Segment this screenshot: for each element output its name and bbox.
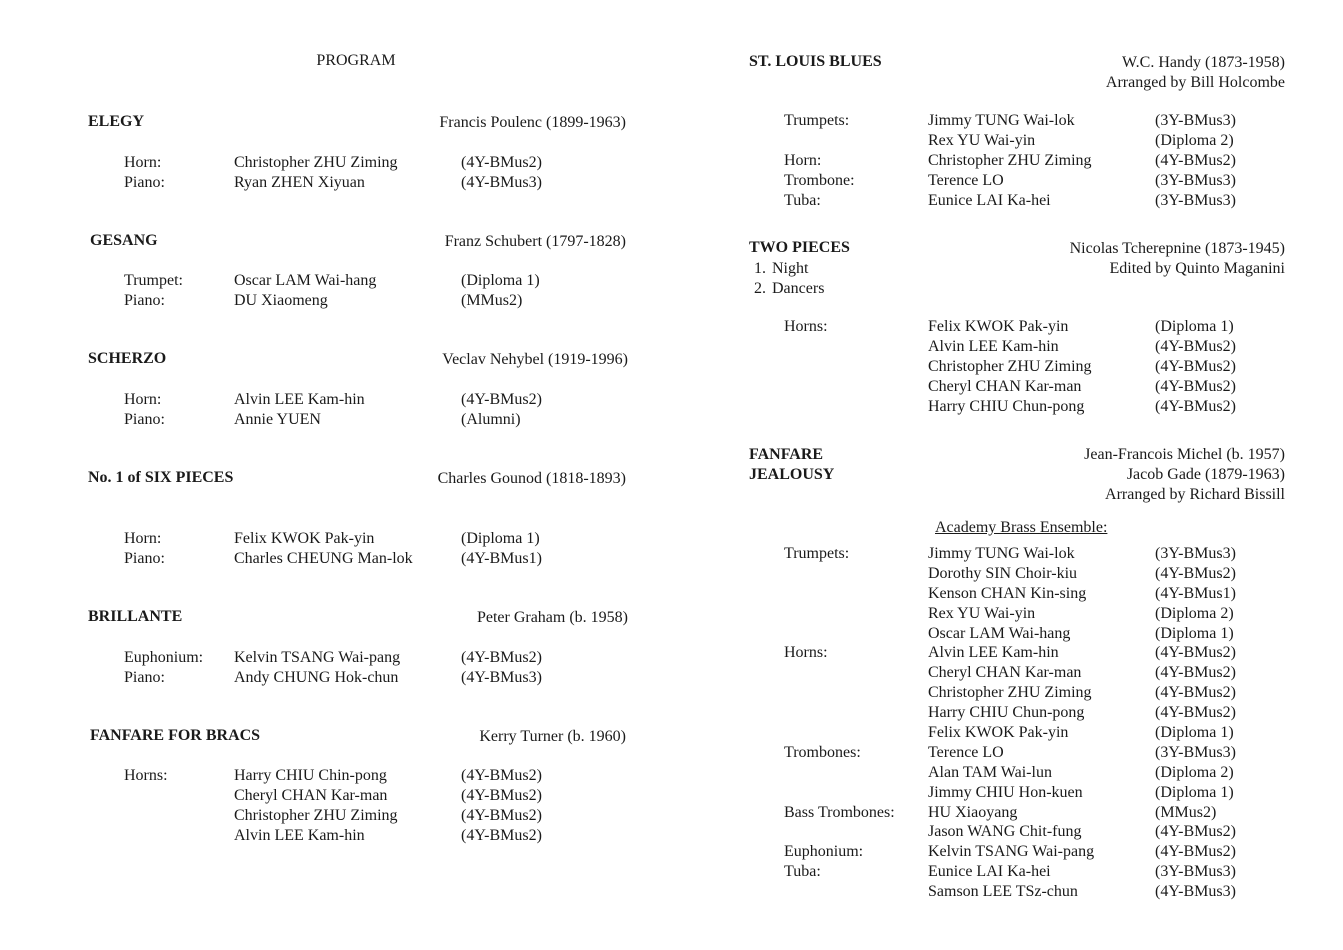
performer-year: (4Y-BMus3) [1155,883,1236,901]
performer-name: Jimmy TUNG Wai-lok [928,545,1075,562]
performer-name: Rex YU Wai-yin [928,604,1036,622]
instrument-label: Euphonium: [124,649,204,666]
performer-name: Eunice LAI Ka-hei [928,863,1051,881]
performer-name: Felix KWOK Pak-yin [234,530,375,547]
performer-year: (Diploma 1) [461,272,540,289]
instrument-label: Piano: [124,174,165,191]
performer-name: Andy CHUNG Hok-chun [234,669,399,686]
performer-name: Ryan ZHEN Xiyuan [234,174,365,191]
performer-year: (Alumni) [461,411,521,428]
performer-name: Terence LO [928,743,1004,761]
performer-year: (4Y-BMus2) [461,767,542,784]
performer-name: Christopher ZHU Ziming [928,358,1092,375]
performer-year: (4Y-BMus2) [461,649,542,666]
piece-titles-fanfare-jealousy [749,445,834,485]
movement-number: 1. [754,260,766,277]
piece-title-six-pieces: No. 1 of SIX PIECES [88,469,234,486]
composer-fanfare-for-bracs [479,727,626,747]
performer-name: Felix KWOK Pak-yin [928,318,1069,335]
page-title: PROGRAM [316,52,396,69]
piece-title-fanfare: FANFARE [749,446,824,463]
performer-year: (MMus2) [1155,803,1217,821]
composer-st-louis-blues [1106,53,1285,93]
performer-year: (4Y-BMus2) [1155,843,1236,861]
instrument-label: Horns: [124,767,168,784]
composer-line: Francis Poulenc (1899-1963) [439,114,626,131]
performer-name: Jason WANG Chit-fung [928,823,1082,841]
instrument-label: Horn: [124,391,162,408]
movement-number: 2. [754,280,766,297]
performer-name: Oscar LAM Wai-hang [928,624,1071,642]
instrument-label: Piano: [124,411,165,428]
performer-year: (Diploma 1) [1155,318,1234,335]
arranger-line: Arranged by Bill Holcombe [1105,74,1285,91]
performer-year: (4Y-BMus1) [461,550,542,567]
performer-year: (4Y-BMus2) [1155,564,1236,582]
performer-name: Rex YU Wai-yin [928,132,1036,149]
movement-list [740,259,824,299]
performer-name: Alvin LEE Kam-hin [234,827,365,844]
performer-year: (3Y-BMus3) [1155,192,1236,209]
performer-name: Kenson CHAN Kin-sing [928,584,1087,602]
performer-name: Harry CHIU Chun-pong [928,398,1085,415]
movement-name: Night [772,260,809,277]
performer-year: (4Y-BMus2) [1155,378,1236,395]
composer-two-pieces [1070,239,1285,279]
instrument-label: Horns: [784,318,828,335]
composer-line: W.C. Handy (1873-1958) [1122,54,1285,71]
instrument-label: Trombone: [784,172,855,189]
movement-item [740,259,824,279]
composer-line: Peter Graham (b. 1958) [476,609,628,626]
performer-name: Harry CHIU Chin-pong [234,767,387,784]
instrument-label: Bass Trombones: [784,803,895,821]
composer-line: Charles Gounod (1818-1893) [437,470,626,487]
performer-year: (4Y-BMus2) [1155,664,1236,682]
performer-year: (Diploma 2) [1155,604,1234,622]
editor-line: Edited by Quinto Maganini [1109,260,1285,277]
performer-year: (Diploma 1) [461,530,540,547]
composer-line: Jacob Gade (1879-1963) [1126,466,1285,483]
performer-name: Eunice LAI Ka-hei [928,192,1051,209]
performer-year: (4Y-BMus2) [461,807,542,824]
performer-name: Cheryl CHAN Kar-man [234,787,388,804]
performer-year: (Diploma 2) [1155,763,1234,781]
performer-year: (4Y-BMus2) [461,391,542,408]
performer-name: Cheryl CHAN Kar-man [928,664,1082,682]
piece-title-gesang: GESANG [90,232,158,249]
performer-name: Christopher ZHU Ziming [234,154,398,171]
composer-line: Kerry Turner (b. 1960) [479,728,626,745]
instrument-label: Trombones: [784,743,861,761]
instrument-label: Euphonium: [784,843,864,861]
performer-year: (3Y-BMus3) [1155,743,1236,761]
performer-year: (4Y-BMus3) [461,669,542,686]
performer-year: (4Y-BMus2) [1155,704,1236,722]
performer-year: (4Y-BMus2) [1155,338,1236,355]
performer-name: Kelvin TSANG Wai-pang [928,843,1095,861]
performer-year: (4Y-BMus2) [1155,684,1236,702]
performer-name: Jimmy TUNG Wai-lok [928,112,1075,129]
performer-name: HU Xiaoyang [928,803,1018,821]
performer-year: (4Y-BMus2) [461,787,542,804]
piece-title-jealousy: JEALOUSY [749,466,835,483]
instrument-label: Trumpets: [784,545,850,562]
piece-title-scherzo: SCHERZO [88,350,167,367]
movement-name: Dancers [772,280,825,297]
performer-year: (4Y-BMus2) [1155,358,1236,375]
composer-gesang [445,232,626,252]
instrument-label: Horn: [784,152,822,169]
instrument-label: Horn: [124,154,162,171]
instrument-label: Trumpet: [124,272,183,289]
performer-name: Jimmy CHIU Hon-kuen [928,783,1083,801]
ensemble-heading: Academy Brass Ensemble: [935,519,1108,536]
instrument-label: Piano: [124,669,165,686]
composer-line: Veclav Nehybel (1919-1996) [442,351,628,368]
composer-scherzo [442,350,628,370]
performer-year: (Diploma 2) [1155,132,1234,149]
instrument-label: Tuba: [784,192,821,209]
performer-name: Harry CHIU Chun-pong [928,704,1085,722]
instrument-label: Piano: [124,550,165,567]
performer-name: Annie YUEN [234,411,321,428]
composer-line: Franz Schubert (1797-1828) [444,233,626,250]
arranger-line: Arranged by Richard Bissill [1105,486,1285,503]
performer-name: Felix KWOK Pak-yin [928,724,1069,742]
instrument-label: Trumpets: [784,112,850,129]
performer-name: Christopher ZHU Ziming [928,152,1092,169]
performer-name: Christopher ZHU Ziming [928,684,1092,702]
performer-year: (Diploma 1) [1155,783,1234,801]
performer-year: (4Y-BMus1) [1155,584,1236,602]
performer-name: Christopher ZHU Ziming [234,807,398,824]
performer-year: (4Y-BMus2) [1155,398,1236,415]
performer-name: Dorothy SIN Choir-kiu [928,564,1078,582]
performer-year: (4Y-BMus3) [461,174,542,191]
composer-brillante [477,608,628,628]
performer-name: DU Xiaomeng [234,292,328,309]
instrument-label: Horn: [124,530,162,547]
instrument-label: Piano: [124,292,165,309]
performer-year: (3Y-BMus3) [1155,545,1236,562]
performer-year: (3Y-BMus3) [1155,112,1236,129]
composer-line: Nicolas Tcherepnine (1873-1945) [1069,240,1285,257]
performer-year: (4Y-BMus2) [1155,152,1236,169]
movement-item [740,279,824,299]
performer-name: Cheryl CHAN Kar-man [928,378,1082,395]
composer-line: Jean-Francois Michel (b. 1957) [1084,446,1285,463]
performer-name: Alan TAM Wai-lun [928,763,1052,781]
piece-title-fanfare-for-bracs: FANFARE FOR BRACS [90,727,261,744]
composer-fanfare-jealousy [1084,445,1285,505]
performer-year: (4Y-BMus2) [461,827,542,844]
performer-name: Alvin LEE Kam-hin [928,338,1059,355]
performer-year: (3Y-BMus3) [1155,172,1236,189]
performer-year: (MMus2) [461,292,523,309]
performer-name: Alvin LEE Kam-hin [928,644,1059,662]
instrument-label: Horns: [784,644,828,662]
composer-six-pieces [438,469,626,489]
performer-name: Terence LO [928,172,1004,189]
performer-name: Samson LEE TSz-chun [928,883,1078,901]
performer-name: Alvin LEE Kam-hin [234,391,365,408]
performer-year: (Diploma 1) [1155,624,1234,642]
performer-year: (Diploma 1) [1155,724,1234,742]
piece-title-st-louis-blues: ST. LOUIS BLUES [749,53,882,70]
piece-title-elegy: ELEGY [88,113,145,130]
performer-year: (4Y-BMus2) [461,154,542,171]
piece-title-two-pieces: TWO PIECES [749,239,850,256]
performer-year: (4Y-BMus2) [1155,644,1236,662]
performer-year: (3Y-BMus3) [1155,863,1236,881]
composer-elegy [439,113,626,133]
performer-name: Oscar LAM Wai-hang [234,272,377,289]
instrument-label: Tuba: [784,863,821,881]
performer-name: Kelvin TSANG Wai-pang [234,649,401,666]
performer-year: (4Y-BMus2) [1155,823,1236,841]
piece-title-brillante: BRILLANTE [88,608,183,625]
performer-name: Charles CHEUNG Man-lok [234,550,413,567]
